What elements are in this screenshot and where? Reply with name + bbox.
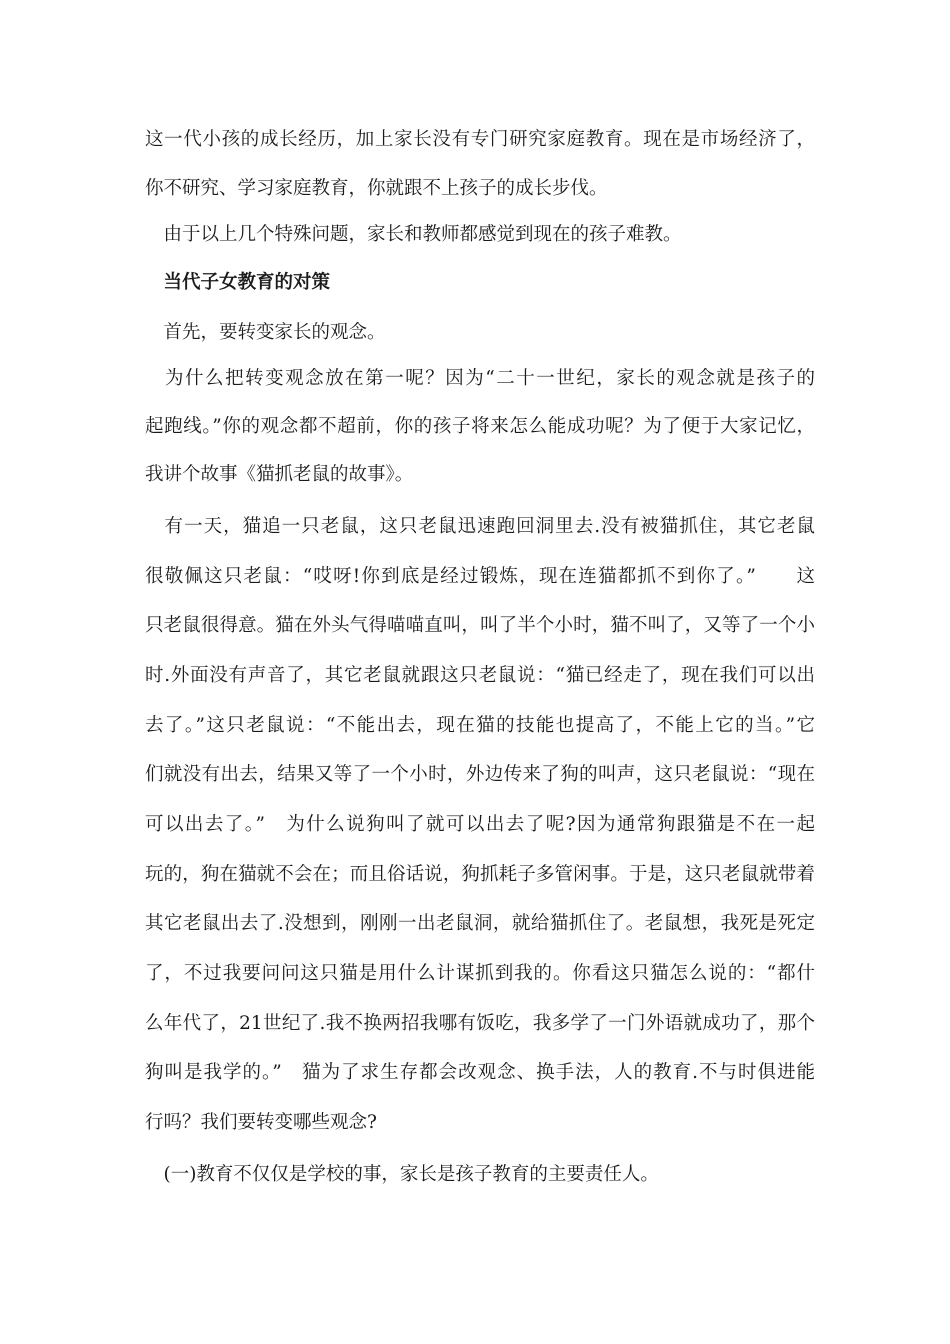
text-line: 你不研究、学习家庭教育，你就跟不上孩子的成长步伐。 [145,178,608,199]
text-line: 时.外面没有声音了，其它老鼠就跟这只老鼠说：“猫已经走了，现在我们可以出 [145,665,815,686]
text-line: 去了。”这只老鼠说：“不能出去，现在猫的技能也提高了，不能上它的当。”它 [145,715,815,736]
text-line: (一)教育不仅仅是学校的事，家长是孩子教育的主要责任人。 [145,1164,659,1185]
text-line: 其它老鼠出去了.没想到，刚刚一出老鼠洞，就给猫抓住了。老鼠想，我死是死定 [145,913,815,934]
text-line: 为什么把转变观念放在第一呢？因为“二十一世纪，家长的观念就是孩子的 [145,368,815,389]
text-line: 首先，要转变家长的观念。 [145,322,386,343]
section-heading: 当代子女教育的对策 [145,272,331,293]
text-line: 我讲个故事《猫抓老鼠的故事》。 [145,464,414,485]
text-line: 这一代小孩的成长经历，加上家长没有专门研究家庭教育。现在是市场经济了， [145,129,815,150]
text-line: 很敬佩这只老鼠：“哎呀!你到底是经过锻炼，现在连猫都抓不到你了。” 这 [145,566,815,587]
text-line: 狗叫是我学的。” 猫为了求生存都会改观念、换手法，人的教育.不与时俱进能 [145,1062,815,1083]
text-line: 起跑线。”你的观念都不超前，你的孩子将来怎么能成功呢？为了便于大家记忆， [145,416,815,437]
text-line: 只老鼠很得意。猫在外头气得喵喵直叫，叫了半个小时，猫不叫了，又等了一个小 [145,615,815,636]
text-line: 了，不过我要问问这只猫是用什么计谋抓到我的。你看这只猫怎么说的：“都什 [145,963,815,984]
text-line: 由于以上几个特殊问题，家长和教师都感觉到现在的孩子难教。 [145,224,682,245]
text-line: 么年代了，21世纪了.我不换两招我哪有饭吃，我多学了一门外语就成功了，那个 [145,1013,815,1034]
text-line: 行吗？我们要转变哪些观念? [145,1112,377,1133]
text-line: 们就没有出去，结果又等了一个小时，外边传来了狗的叫声，这只老鼠说：“现在 [145,764,815,785]
text-line: 有一天，猫追一只老鼠，这只老鼠迅速跑回洞里去.没有被猫抓住，其它老鼠 [145,516,815,537]
text-line: 可以出去了。” 为什么说狗叫了就可以出去了呢?因为通常狗跟猫是不在一起 [145,814,815,835]
text-line: 玩的，狗在猫就不会在；而且俗话说，狗抓耗子多管闲事。于是，这只老鼠就带着 [145,864,815,885]
